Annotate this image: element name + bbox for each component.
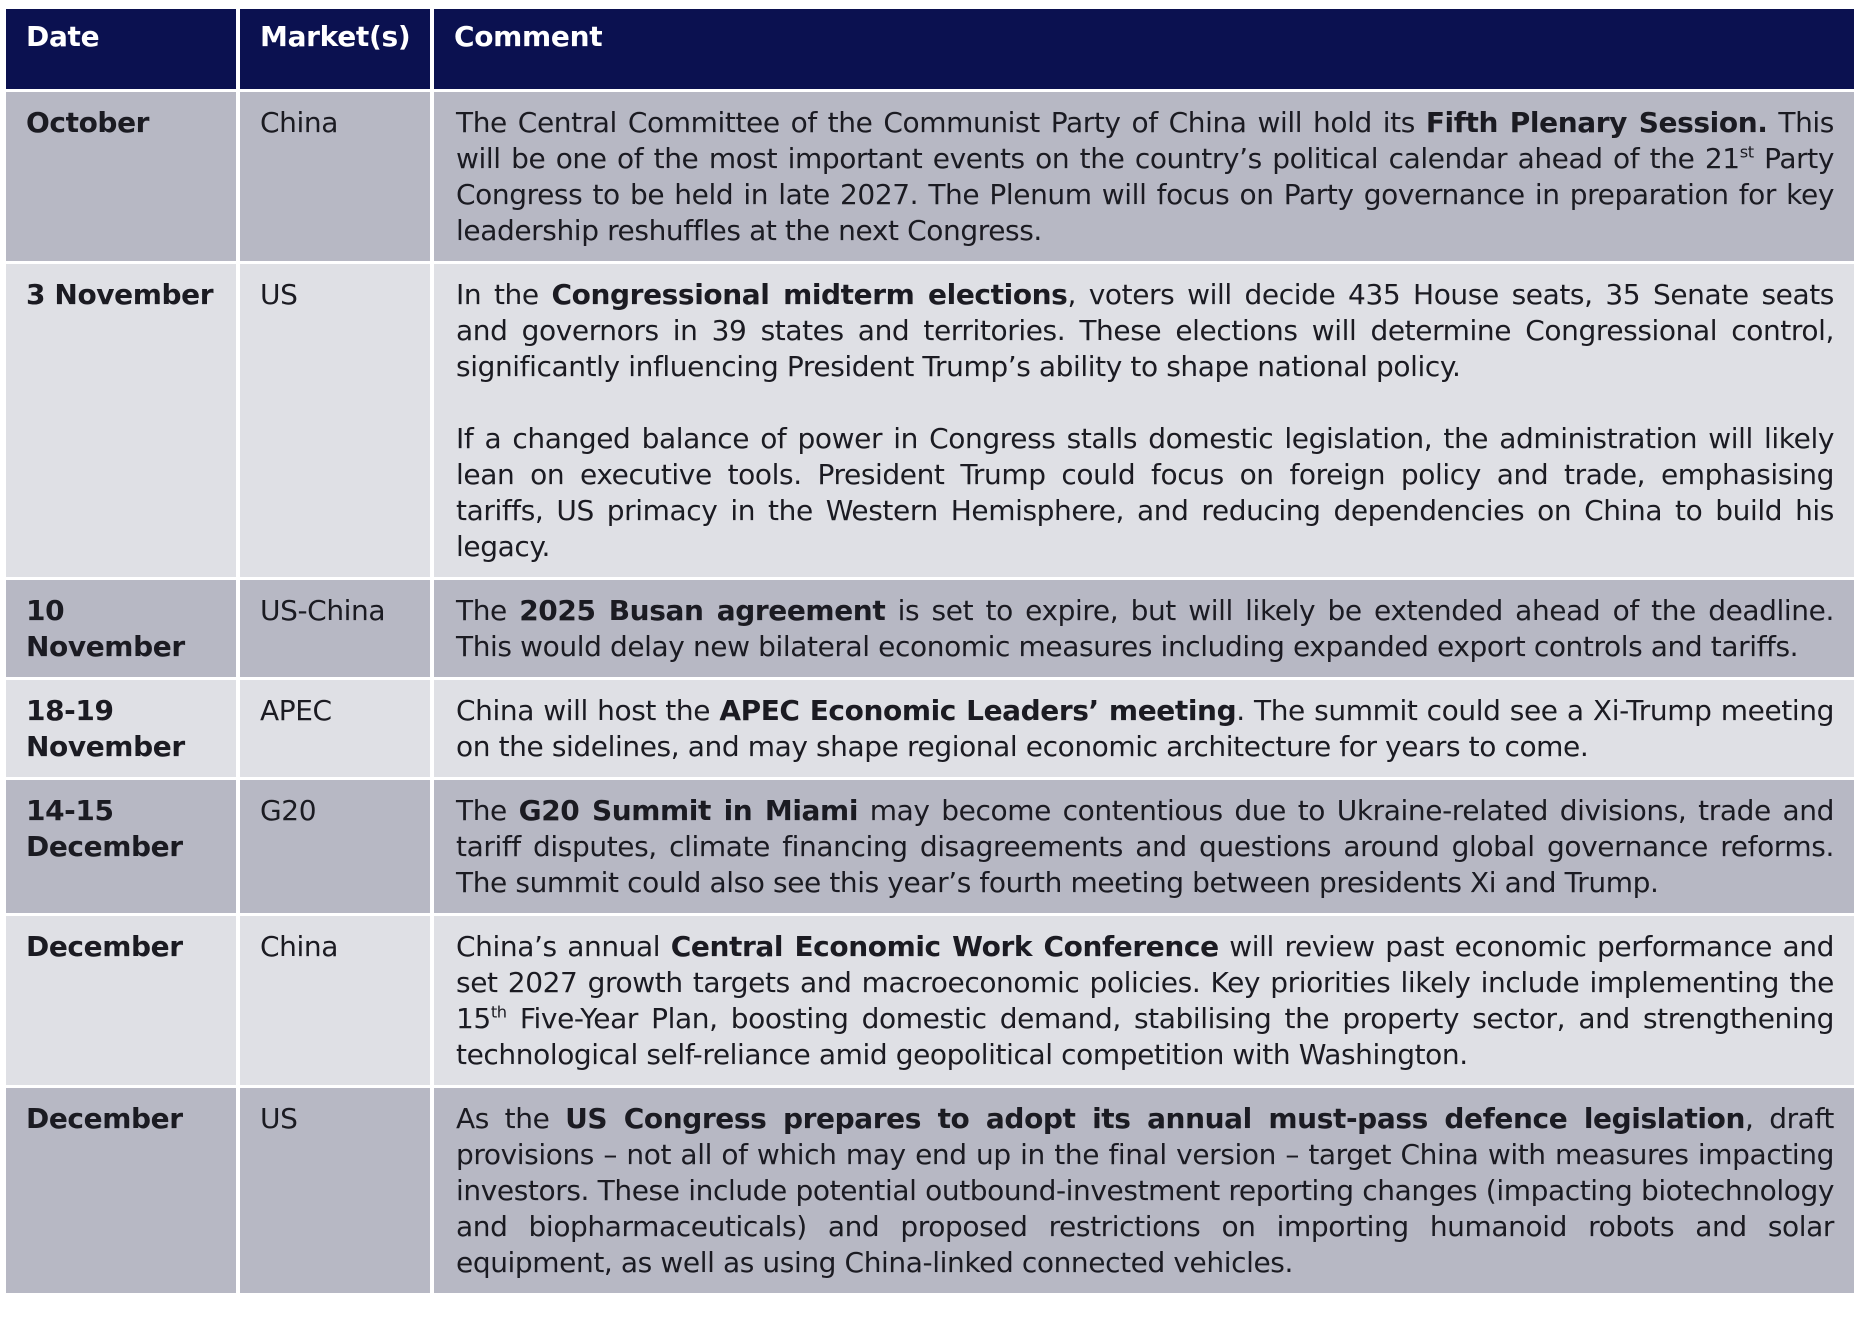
comment-cell: [434, 1088, 1854, 1293]
table-row: [6, 916, 1854, 1085]
comment-text: may become contentious due to Ukraine-related divisions, trade and tariff disputes, climate financing disagreements and questions around global governance reforms. The summit could also see this year’s fourth meeting between presidents Xi and Trump.: [456, 794, 1834, 899]
bold-text: G20 Summit in Miami: [518, 794, 859, 827]
comment-paragraph: [456, 105, 1834, 249]
comment-paragraph: [456, 593, 1834, 665]
table-header-row: [6, 9, 1854, 89]
comment-text: The: [456, 594, 520, 627]
comment-paragraph: [456, 693, 1834, 765]
bold-text: APEC Economic Leaders’ meeting: [719, 694, 1237, 727]
comment-text: China will host the: [456, 694, 720, 727]
comment-text: is set to expire, but will likely be extended ahead of the deadline. This would delay new bilateral economic measures including expanded export controls and tariffs.: [456, 594, 1834, 663]
date-cell: 10 November: [6, 580, 236, 677]
comment-paragraph: [456, 793, 1834, 901]
comment-cell: [434, 916, 1854, 1085]
date-cell: October: [6, 92, 236, 261]
events-table: [2, 6, 1858, 1296]
comment-text: China’s annual: [456, 930, 671, 963]
table-row: [6, 580, 1854, 677]
date-cell: December: [6, 916, 236, 1085]
comment-cell: [434, 580, 1854, 677]
comment-text: As the: [456, 1102, 566, 1135]
bold-text: US Congress prepares to adopt its annual must-pass defence legislation: [565, 1102, 1745, 1135]
market-cell: US: [240, 1088, 430, 1293]
comment-cell: [434, 780, 1854, 913]
comment-text: If a changed balance of power in Congress stalls domestic legislation, the administration will likely lean on executive tools. President Trump could focus on foreign policy and trade, emphasising tariffs, US primacy in the Western Hemisphere, and reducing dependencies on China to build his legacy.: [456, 422, 1834, 563]
bold-text: Congressional midterm elections: [551, 278, 1068, 311]
header-markets: Market(s): [240, 9, 430, 89]
market-cell: APEC: [240, 680, 430, 777]
comment-text: Party Congress to be held in late 2027. The Plenum will focus on Party governance in preparation for key leadership reshuffles at the next Congress.: [456, 142, 1834, 247]
date-cell: December: [6, 1088, 236, 1293]
date-cell: 18-19 November: [6, 680, 236, 777]
comment-paragraph: [456, 277, 1834, 385]
comment-text: In the: [456, 278, 552, 311]
superscript-text: th: [490, 1002, 507, 1022]
date-cell: 14-15 December: [6, 780, 236, 913]
comment-text: The Central Committee of the Communist Party of China will hold its: [456, 106, 1426, 139]
date-cell: 3 November: [6, 264, 236, 577]
market-cell: G20: [240, 780, 430, 913]
comment-text: Five-Year Plan, boosting domestic demand, stabilising the property sector, and strengthening technological self-reliance amid geopolitical competition with Washington.: [456, 1002, 1834, 1071]
table-row: [6, 92, 1854, 261]
bold-text: Fifth Plenary Session.: [1425, 106, 1768, 139]
bold-text: Central Economic Work Conference: [670, 930, 1219, 963]
header-date: Date: [6, 9, 236, 89]
comment-cell: [434, 264, 1854, 577]
table-row: [6, 780, 1854, 913]
superscript-text: st: [1739, 142, 1754, 162]
comment-paragraph: [456, 421, 1834, 565]
market-cell: China: [240, 916, 430, 1085]
comment-text: , voters will decide 435 House seats, 35 Senate seats and governors in 39 states and territories. These elections will determine Congressional control, significantly influencing President Trump’s ability to shape national policy.: [456, 278, 1834, 383]
bold-text: 2025 Busan agreement: [519, 594, 886, 627]
comment-text: . The summit could see a Xi-Trump meeting on the sidelines, and may shape regional economic architecture for years to come.: [456, 694, 1834, 763]
comment-paragraph: [456, 929, 1834, 1073]
market-cell: US-China: [240, 580, 430, 677]
comment-cell: [434, 680, 1854, 777]
comment-text: , draft provisions – not all of which may end up in the final version – target China with measures impacting investors. These include potential outbound-investment reporting changes (impacting biotechnology and biopharmaceuticals) and proposed restrictions on importing humanoid robots and solar equipment, as well as using China-linked connected vehicles.: [456, 1102, 1834, 1279]
table-body: [6, 92, 1854, 1293]
market-cell: US: [240, 264, 430, 577]
table-row: [6, 1088, 1854, 1293]
comment-text: The: [456, 794, 519, 827]
comment-cell: [434, 92, 1854, 261]
comment-text: will review past economic performance and set 2027 growth targets and macroeconomic policies. Key priorities likely include implementing the 15: [456, 930, 1835, 1035]
header-comment: Comment: [434, 9, 1854, 89]
table-row: [6, 264, 1854, 577]
table-row: [6, 680, 1854, 777]
comment-text: This will be one of the most important events on the country’s political calendar ahead of the 21: [456, 106, 1834, 175]
market-cell: China: [240, 92, 430, 261]
comment-paragraph: [456, 1101, 1834, 1281]
